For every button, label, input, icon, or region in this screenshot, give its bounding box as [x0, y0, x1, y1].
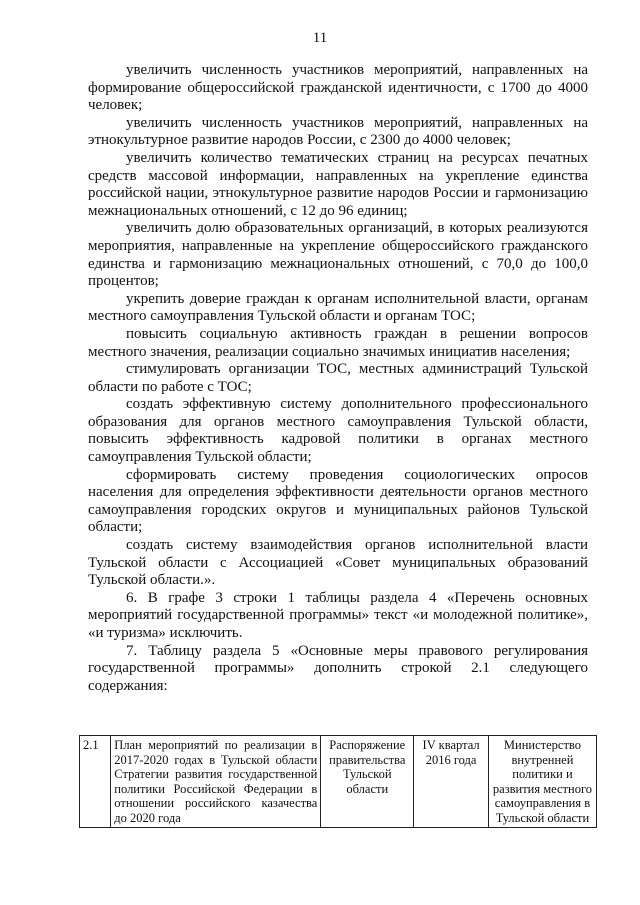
- page-number: 11: [312, 30, 328, 46]
- paragraph: сформировать систему проведения социологических опросов населения для определения эффективности деятельности органов местного самоуправления городских округов и муниципальных районов Тульской области;: [88, 466, 588, 536]
- paragraph: 7. Таблицу раздела 5 «Основные меры правового регулирования государственной программы» дополнить строкой 2.1 следующего содержания:: [88, 642, 588, 694]
- paragraph: повысить социальную активность граждан в решении вопросов местного значения, реализации социально значимых инициатив населения;: [88, 325, 588, 360]
- paragraph: увеличить численность участников мероприятий, направленных на формирование общероссийской гражданской идентичности, с 1700 до 4000 человек;: [88, 62, 588, 114]
- legal-measures-table: [79, 735, 597, 828]
- document-type-cell: Распоряжение правительства Тульской области: [321, 736, 414, 828]
- document-body: [88, 62, 588, 695]
- measure-name-cell: План мероприятий по реализации в 2017-2020 годах в Тульской области Стратегии развития государственной политики Российской Федерации в отношении российского казачества до 2020 года: [111, 736, 321, 828]
- paragraph: стимулировать организации ТОС, местных администраций Тульской области по работе с ТОС;: [88, 361, 588, 395]
- table-row: [80, 736, 597, 828]
- paragraph: увеличить численность участников мероприятий, направленных на этнокультурное развитие народов России, с 2300 до 4000 человек;: [88, 114, 588, 149]
- executor-cell: Министерство внутренней политики и развития местного самоуправления в Тульской области: [488, 736, 596, 828]
- paragraph: увеличить количество тематических страниц на ресурсах печатных средств массовой информации, направленных на укрепление единства российской нации, этнокультурное развитие народов России и гармонизацию межнациональных отношений, с 12 до 96 единиц;: [88, 149, 588, 219]
- paragraph: укрепить доверие граждан к органам исполнительной власти, органам местного самоуправления Тульской области и органам ТОС;: [88, 290, 588, 325]
- paragraph: создать эффективную систему дополнительного профессионального образования для органов местного самоуправления Тульской области, повысить эффективность кадровой политики в органах местного самоуправления Тульской области;: [88, 396, 588, 466]
- paragraph: 6. В графе 3 строки 1 таблицы раздела 4 «Перечень основных мероприятий государственной программы» текст «и молодежной политике», «и туризма» исключить.: [88, 589, 588, 641]
- row-number-cell: 2.1: [80, 736, 111, 828]
- paragraph: создать систему взаимодействия органов исполнительной власти Тульской области с Ассоциацией «Совет муниципальных образований Тульской области.».: [88, 537, 588, 589]
- paragraph: увеличить долю образовательных организаций, в которых реализуются мероприятия, направленные на укрепление общероссийского гражданского единства и гармонизацию межнациональных отношений, с 70,0 до 100,0 процентов;: [88, 220, 588, 290]
- term-cell: IV квартал 2016 года: [414, 736, 489, 828]
